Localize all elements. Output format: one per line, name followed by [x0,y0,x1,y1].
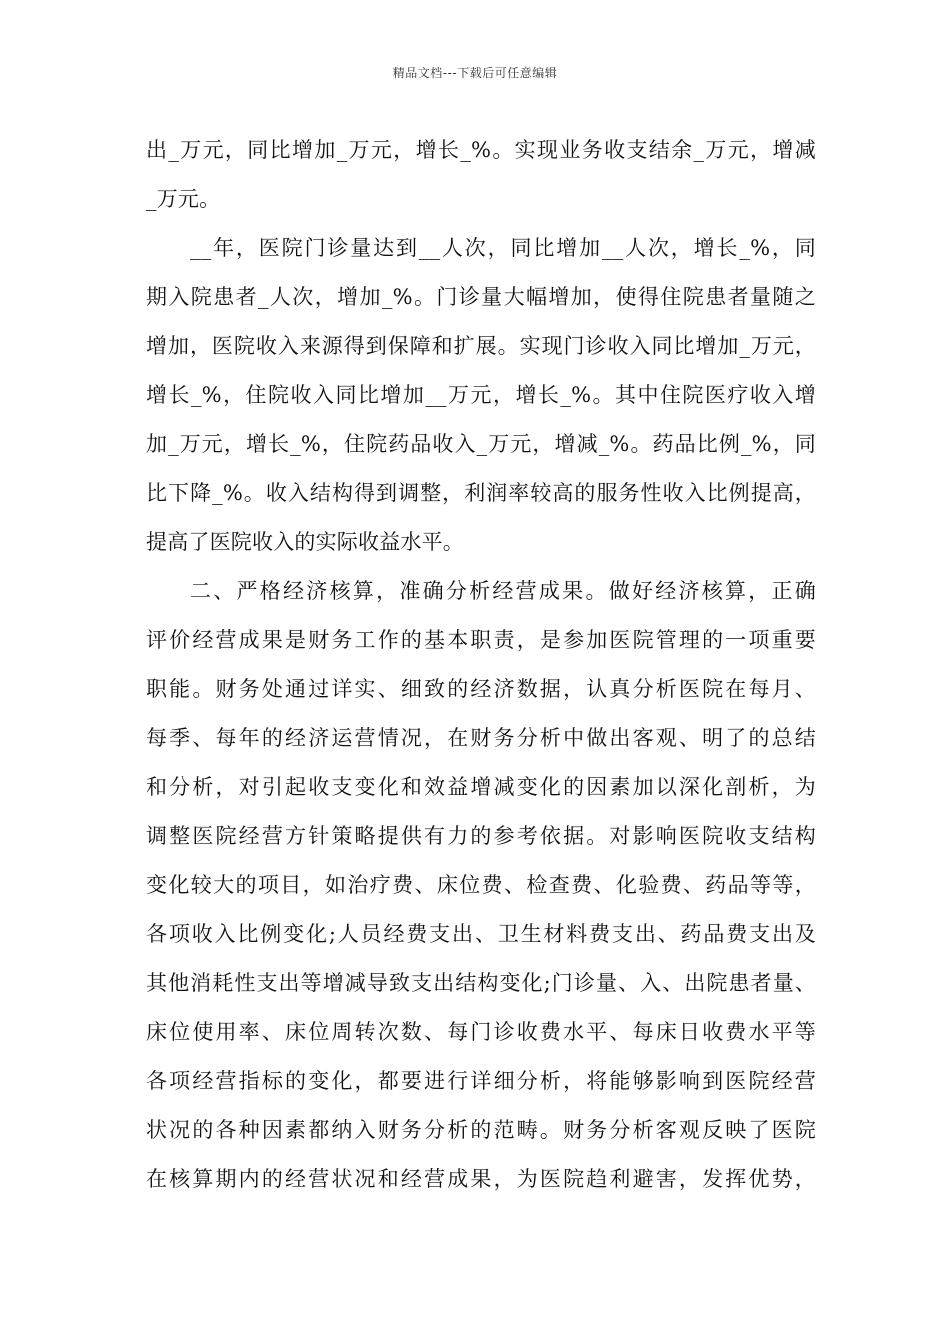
text-line: 其他消耗性支出等增减导致支出结构变化;门诊量、入、出院患者量、 [146,971,816,995]
text-line: 变化较大的项目，如治疗费、床位费、检查费、化验费、药品等等， [146,873,816,897]
text-line: 期入院患者_人次，增加_%。门诊量大幅增加，使得住院患者量随之 [146,285,816,309]
text-line: __年，医院门诊量达到__人次，同比增加__人次，增长_%，同 [190,236,816,260]
text-line: 加_万元，增长_%，住院药品收入_万元，增减_%。药品比例_%，同 [146,432,816,456]
text-line: 床位使用率、床位周转次数、每门诊收费水平、每床日收费水平等 [146,1020,816,1044]
text-line: 增加，医院收入来源得到保障和扩展。实现门诊收入同比增加_万元， [146,334,816,358]
page-header: 精品文档---下载后可任意编辑 [392,66,558,80]
text-line: 提高了医院收入的实际收益水平。 [146,530,464,554]
text-line: 增长_%，住院收入同比增加__万元，增长_%。其中住院医疗收入增 [146,383,816,407]
text-line: 调整医院经营方针策略提供有力的参考依据。对影响医院收支结构 [146,824,816,848]
text-line: 比下降_%。收入结构得到调整，利润率较高的服务性收入比例提高， [146,481,816,505]
document-body [146,126,816,1204]
text-line: 出_万元，同比增加_万元，增长_%。实现业务收支结余_万元，增减 [146,138,816,162]
text-line: 每季、每年的经济运营情况，在财务分析中做出客观、明了的总结 [146,726,816,750]
text-line: 职能。财务处通过详实、细致的经济数据，认真分析医院在每月、 [146,677,816,701]
text-line: 各项经营指标的变化，都要进行详细分析，将能够影响到医院经营 [146,1069,816,1093]
text-line: 状况的各种因素都纳入财务分析的范畴。财务分析客观反映了医院 [146,1118,816,1142]
text-line: 在核算期内的经营状况和经营成果，为医院趋利避害，发挥优势， [146,1167,816,1191]
text-line: 二、严格经济核算，准确分析经营成果。做好经济核算，正确 [190,579,816,603]
text-line: _万元。 [146,187,221,211]
text-line: 评价经营成果是财务工作的基本职责，是参加医院管理的一项重要 [146,628,816,652]
text-line: 各项收入比例变化;人员经费支出、卫生材料费支出、药品费支出及 [146,922,816,946]
text-line: 和分析，对引起收支变化和效益增减变化的因素加以深化剖析，为 [146,775,816,799]
